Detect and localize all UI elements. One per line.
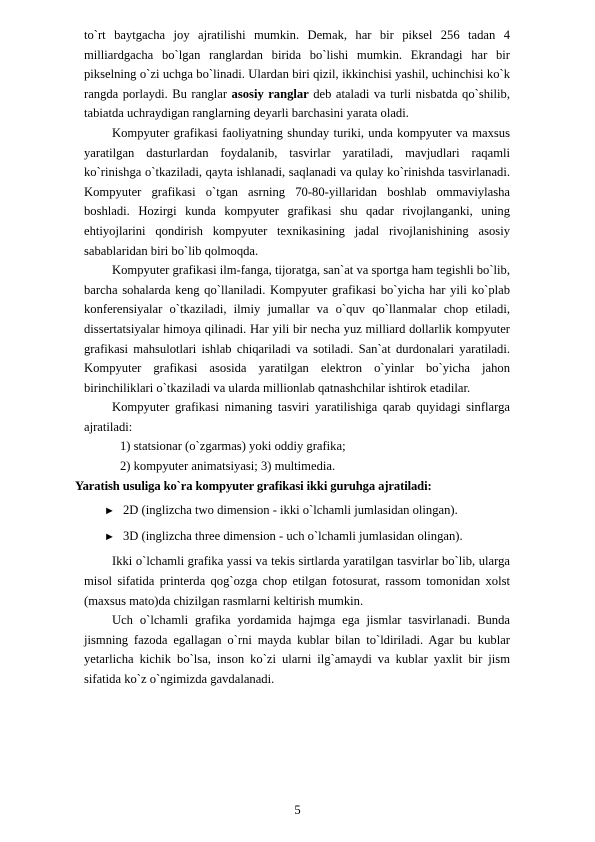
bullet-text: 3D (inglizcha three dimension - uch o`lchamli jumlasidan olingan). (123, 528, 463, 543)
paragraph-graphics-definition: Kompyuter grafikasi faoliyatning shunday turiki, unda kompyuter va maxsus yaratilgan dasturlardan foydalanib, tasvirlar yaratiladi, mavjudlari raqamli ko`rinishga o`tkaziladi, qayta ishlanadi, saqlanadi va qulay ko`rinishda tasvirlanadi. Kompyuter grafikasi o`tgan asrning 70-80-yillaridan boshlab ommaviylasha boshladi. Hozirgi kunda kompyuter grafikasi shu qadar rivojlanganki, uning ehtiyojlarini qondirish kompyuter texnikasining jadal rivojlanishining asosiy sabablaridan biri bo`lib qolmoqda. (84, 125, 510, 258)
arrow-right-icon: ► (104, 505, 115, 518)
paragraph-2d-graphics: Ikki o`lchamli grafika yassi va tekis sirtlarda yaratilgan tasvirlar bo`lib, ularga misol sifatida printerda qog`ozga chop etilgan fotosurat, rassom tomonidan xolst (maxsus mato)da chizilgan rasmlarni keltirish mumkin. (84, 554, 510, 608)
page-number: 5 (294, 803, 301, 817)
list-item-static-graphics: 1) statsionar (o`zgarmas) yoki oddiy grafika; (120, 439, 346, 454)
section-heading: Yaratish usuliga ko`ra kompyuter grafikasi ikki guruhga ajratiladi: (75, 478, 432, 493)
arrow-right-icon: ► (104, 530, 115, 543)
bullet-text: 2D (inglizcha two dimension - ikki o`lchamli jumlasidan olingan). (123, 503, 458, 518)
paragraph-pixel-colors (84, 26, 510, 124)
paragraph-text: to`rt baytgacha joy ajratilishi mumkin. Demak, har bir piksel 256 tadan 4 milliardgacha bo`lgan ranglardan birida bo`lishi mumkin. Ekrandagi har bir pikselning o`zi uchga bo`linadi. Ulardan biri qizil, ikkinchisi yashil, uchinchisi ko`k rangda porlaydi. Bu ranglar (84, 28, 510, 101)
list-item-animation-multimedia: 2) kompyuter animatsiyasi; 3) multimedia. (120, 459, 336, 474)
paragraph-text: deb ataladi va turli nisbatda qo`shilib, tabiatda uchraydigan ranglarning deyarli barchasini yarata oladi. (84, 86, 510, 121)
bold-term-primary-colors: asosiy ranglar (231, 86, 309, 101)
paragraph-graphics-usage: Kompyuter grafikasi ilm-fanga, tijoratga, san`at va sportga ham tegishli bo`lib, barcha sohalarda keng qo`llaniladi. Kompyuter grafikasi bo`yicha har yili ko`plab konferensiyalar o`tkaziladi, ilmiy jumallar va o`quv qo`llanmalar chop etiladi, dissertatsiyalar himoya qilinadi. Har yili bir necha yuz milliard dollarlik kompyuter grafikasi mahsulotlari ishlab chiqariladi va sotiladi. San`at durdonalari yaratiladi. Kompyuter grafikasi asosida yaratilgan elektron o`yinlar bo`yicha jahon birinchiliklari o`tkaziladi va ularda millionlab qatnashchilar ishtirok etadilar. (84, 263, 510, 395)
paragraph-classification: Kompyuter grafikasi nimaning tasviri yaratilishiga qarab quyidagi sinflarga ajratiladi: (84, 400, 510, 434)
bullet-item-3d (104, 527, 510, 548)
bullet-item-2d (104, 501, 510, 522)
paragraph-3d-graphics: Uch o`lchamli grafika yordamida hajmga ega jismlar tasvirlanadi. Bunda jismning fazoda egallagan o`rni mayda kublar bilan to`ldiriladi. Agar bu kublar yetarlicha kichik bo`lsa, inson ko`zi ularni ilg`amaydi va kublar yaxlit bir jism sifatida ko`z o`ngimizda gavdalanadi. (84, 613, 510, 686)
page-body (75, 26, 510, 690)
